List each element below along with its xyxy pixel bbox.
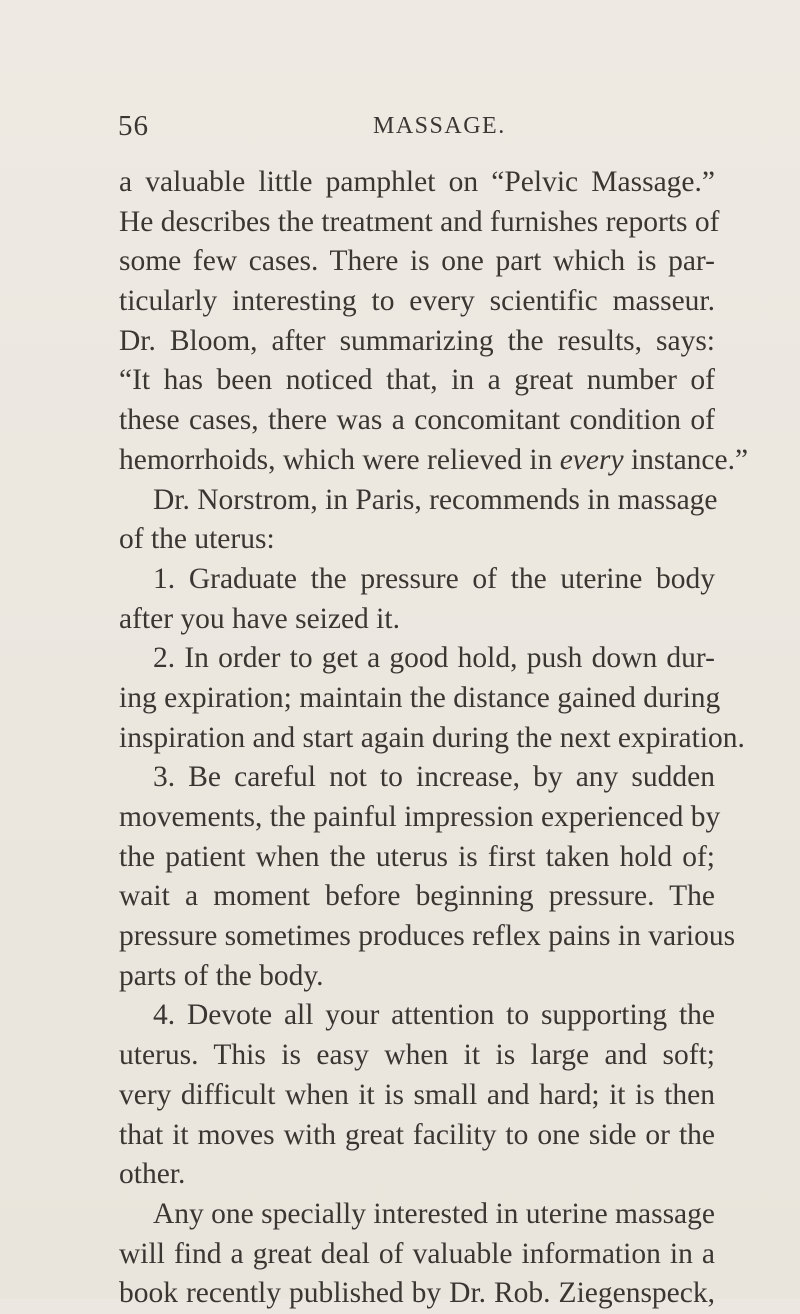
text-line: 2. In order to get a good hold, push down dur- bbox=[153, 642, 715, 675]
text-line: Any one specially interested in uterine massage bbox=[153, 1197, 715, 1230]
text-segment: hemorrhoids, which were relieved in bbox=[119, 443, 560, 476]
text-line: other. bbox=[119, 1158, 186, 1191]
text-segment: instance.” bbox=[623, 443, 749, 476]
text-line: wait a moment before beginning pressure. The bbox=[119, 880, 715, 913]
text-line: movements, the painful impression experienced by bbox=[119, 801, 721, 833]
text-line: pressure sometimes produces reflex pains in various bbox=[119, 920, 736, 953]
text-line: of the uterus: bbox=[119, 523, 275, 556]
text-line: will find a great deal of valuable information in a bbox=[119, 1237, 715, 1270]
text-line: 1. Graduate the pressure of the uterine body bbox=[153, 562, 715, 595]
text-line: book recently published by Dr. Rob. Ziegenspeck, bbox=[119, 1277, 715, 1310]
text-line: very difficult when it is small and hard; it is then bbox=[119, 1078, 715, 1111]
text-line: a valuable little pamphlet on “Pelvic Massage.” bbox=[119, 166, 715, 198]
running-title: MASSAGE. bbox=[373, 113, 506, 139]
text-line: after you have seized it. bbox=[119, 602, 400, 635]
text-line: ticularly interesting to every scientific masseur. bbox=[119, 285, 715, 318]
text-line: Dr. Bloom, after summarizing the results, says: bbox=[119, 324, 715, 357]
text-line bbox=[119, 441, 749, 481]
text-line: ing expiration; maintain the distance gained during bbox=[119, 681, 721, 714]
text-line: 3. Be careful not to increase, by any sudden bbox=[153, 761, 715, 794]
emphasis: every bbox=[559, 443, 624, 476]
text-line: inspiration and start again during the next expiration. bbox=[119, 721, 745, 754]
body-text bbox=[119, 163, 749, 1314]
text-line: 4. Devote all your attention to supporting the bbox=[153, 999, 715, 1032]
text-line: uterus. This is easy when it is large and soft; bbox=[119, 1039, 715, 1072]
text-line: “It has been noticed that, in a great number of bbox=[119, 364, 715, 397]
text-line: parts of the body. bbox=[119, 959, 324, 992]
text-line: Dr. Norstrom, in Paris, recommends in massage bbox=[153, 483, 718, 516]
text-line: some few cases. There is one part which is par- bbox=[119, 245, 715, 278]
text-line: He describes the treatment and furnishes reports of bbox=[119, 205, 720, 238]
running-head bbox=[118, 110, 718, 150]
text-line: that it moves with great facility to one side or the bbox=[119, 1118, 715, 1151]
page-number: 56 bbox=[118, 110, 149, 142]
text-line: these cases, there was a concomitant condition of bbox=[119, 404, 715, 437]
text-line: the patient when the uterus is first taken hold of; bbox=[119, 840, 715, 873]
